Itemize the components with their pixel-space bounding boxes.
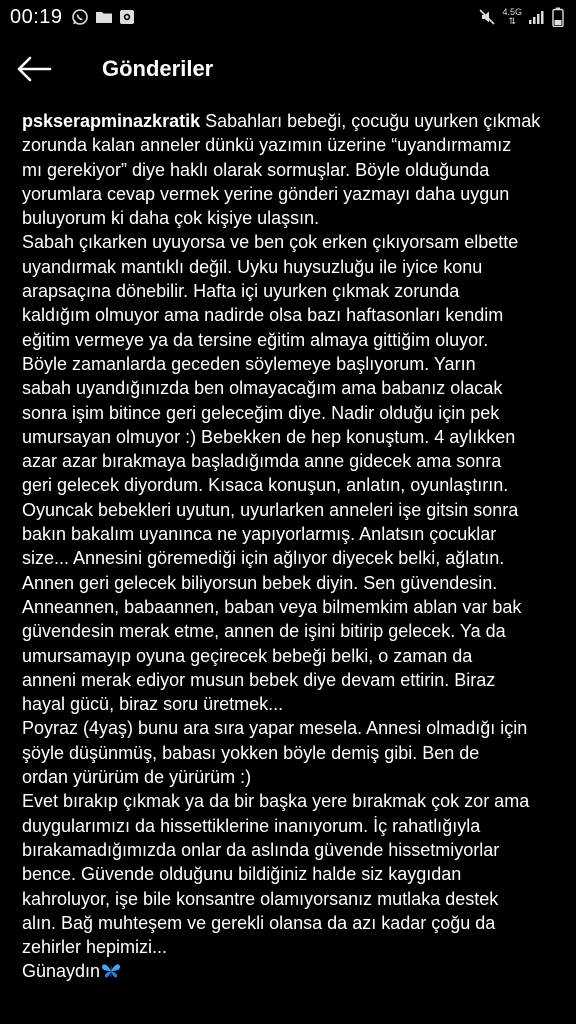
network-type-label [502, 8, 522, 26]
data-arrows-icon: ⇅ [508, 16, 517, 26]
camera-icon [119, 9, 135, 25]
caption-text: Sabahları bebeği, çocuğu uyurken çıkmak zorunda kalan anneler dünkü yazımın üzerine “uyandırmamız mı gerekiyor” diye haklı olarak sormuşlar. Böyle olduğunda yorumlara cevap vermek yerine gönderi yazmayı daha uygun buluyorum ki daha çok kişiye ulaşsın. [22, 111, 541, 229]
folder-icon [95, 9, 113, 25]
mute-icon [478, 8, 496, 26]
greeting-text: Günaydın [22, 961, 101, 982]
arrow-left-icon [16, 56, 52, 82]
caption-paragraph-5 [22, 959, 560, 983]
network-type-text: 4.5G [502, 7, 522, 17]
butterfly-icon [101, 962, 121, 980]
status-time: 00:19 [10, 5, 63, 28]
caption-paragraph-4: Evet bırakıp çıkmak ya da bir başka yere bırakmak çok zor ama duygularımızı da hissettiklerine inanıyorum. İç rahatlığıyla bırakamadığımızda onlar da aslında güvende hissetmiyorlar bence. Güvende olduğunu bildiğiniz halde siz kaygıdan kahroluyor, işe bile konsantre olamıyorsanız mutlaka destek alın. Bağ muhteşem ve gerekli olansa da azı kadar çoğu da zehirler hepimizi... [22, 791, 530, 958]
caption-paragraph-3: Poyraz (4yaş) bunu ara sıra yapar mesela. Annesi olmadığı için şöyle düşünmüş, babası yokken böyle demiş gibi. Ben de ordan yürürüm de yürürüm :) [22, 718, 528, 788]
status-bar [0, 0, 576, 34]
app-bar [0, 34, 576, 104]
whatsapp-icon [71, 8, 89, 26]
signal-icon [528, 9, 546, 25]
notification-icons [71, 8, 135, 26]
post-caption [22, 107, 560, 984]
caption-paragraph-2: Sabah çıkarken uyuyorsa ve ben çok erken çıkıyorsam elbette uyandırmak mantıklı değil. Uyku huysuzluğu ile iyice konu arapsaçına dönebilir. Hafta içi uyurken çıkmak zorunda kaldığım olmuyor ama nadirde olsa bazı haftasonları kendim eğitim vermeye ya da tersine eğitim almaya gittiğim oluyor. Böyle zamanlarda geceden söylemeye başlıyorum. Yarın sabah uyandığınızda ben olmayacağım ama babanız olacak sonra işim bitince geri geleceğim diye. Nadir olduğu için pek umursayan olmuyor :) Bebekken de hep konuştum. 4 aylıkken azar azar bırakmaya başladığımda anne gidecek ama sonra geri gelecek diyordum. Kısaca konuşun, anlatın, oyunlaştırın. Oyuncak bebekleri uyutun, uyurlarken anneleri işe gitsin sonra bakın bakalım uyanınca ne yapıyorlarmış. Anlatsın çocuklar size... Annesini göremediği için ağlıyor diyecek belki, ağlatın. Annen geri gelecek biliyorsun bebek diyin. Sen güvendesin. Anneannen, babaannen, baban veya bilmemkim ablan var bak güvendesin merak etme, annen de işini bitirip gelecek. Ya da umursamayıp oyuna geçirecek bebeği belki, o zaman da anneni merak ediyor musun bebek diye devam ettirin. Biraz hayal gücü, biraz soru üretmek... [22, 232, 522, 715]
caption-paragraph-1 [22, 109, 560, 230]
battery-icon [552, 7, 564, 27]
page-title: Gönderiler [102, 56, 214, 81]
post-username[interactable]: pskserapminazkratik [22, 111, 201, 131]
system-status-icons [478, 7, 564, 27]
back-button[interactable] [0, 34, 68, 104]
